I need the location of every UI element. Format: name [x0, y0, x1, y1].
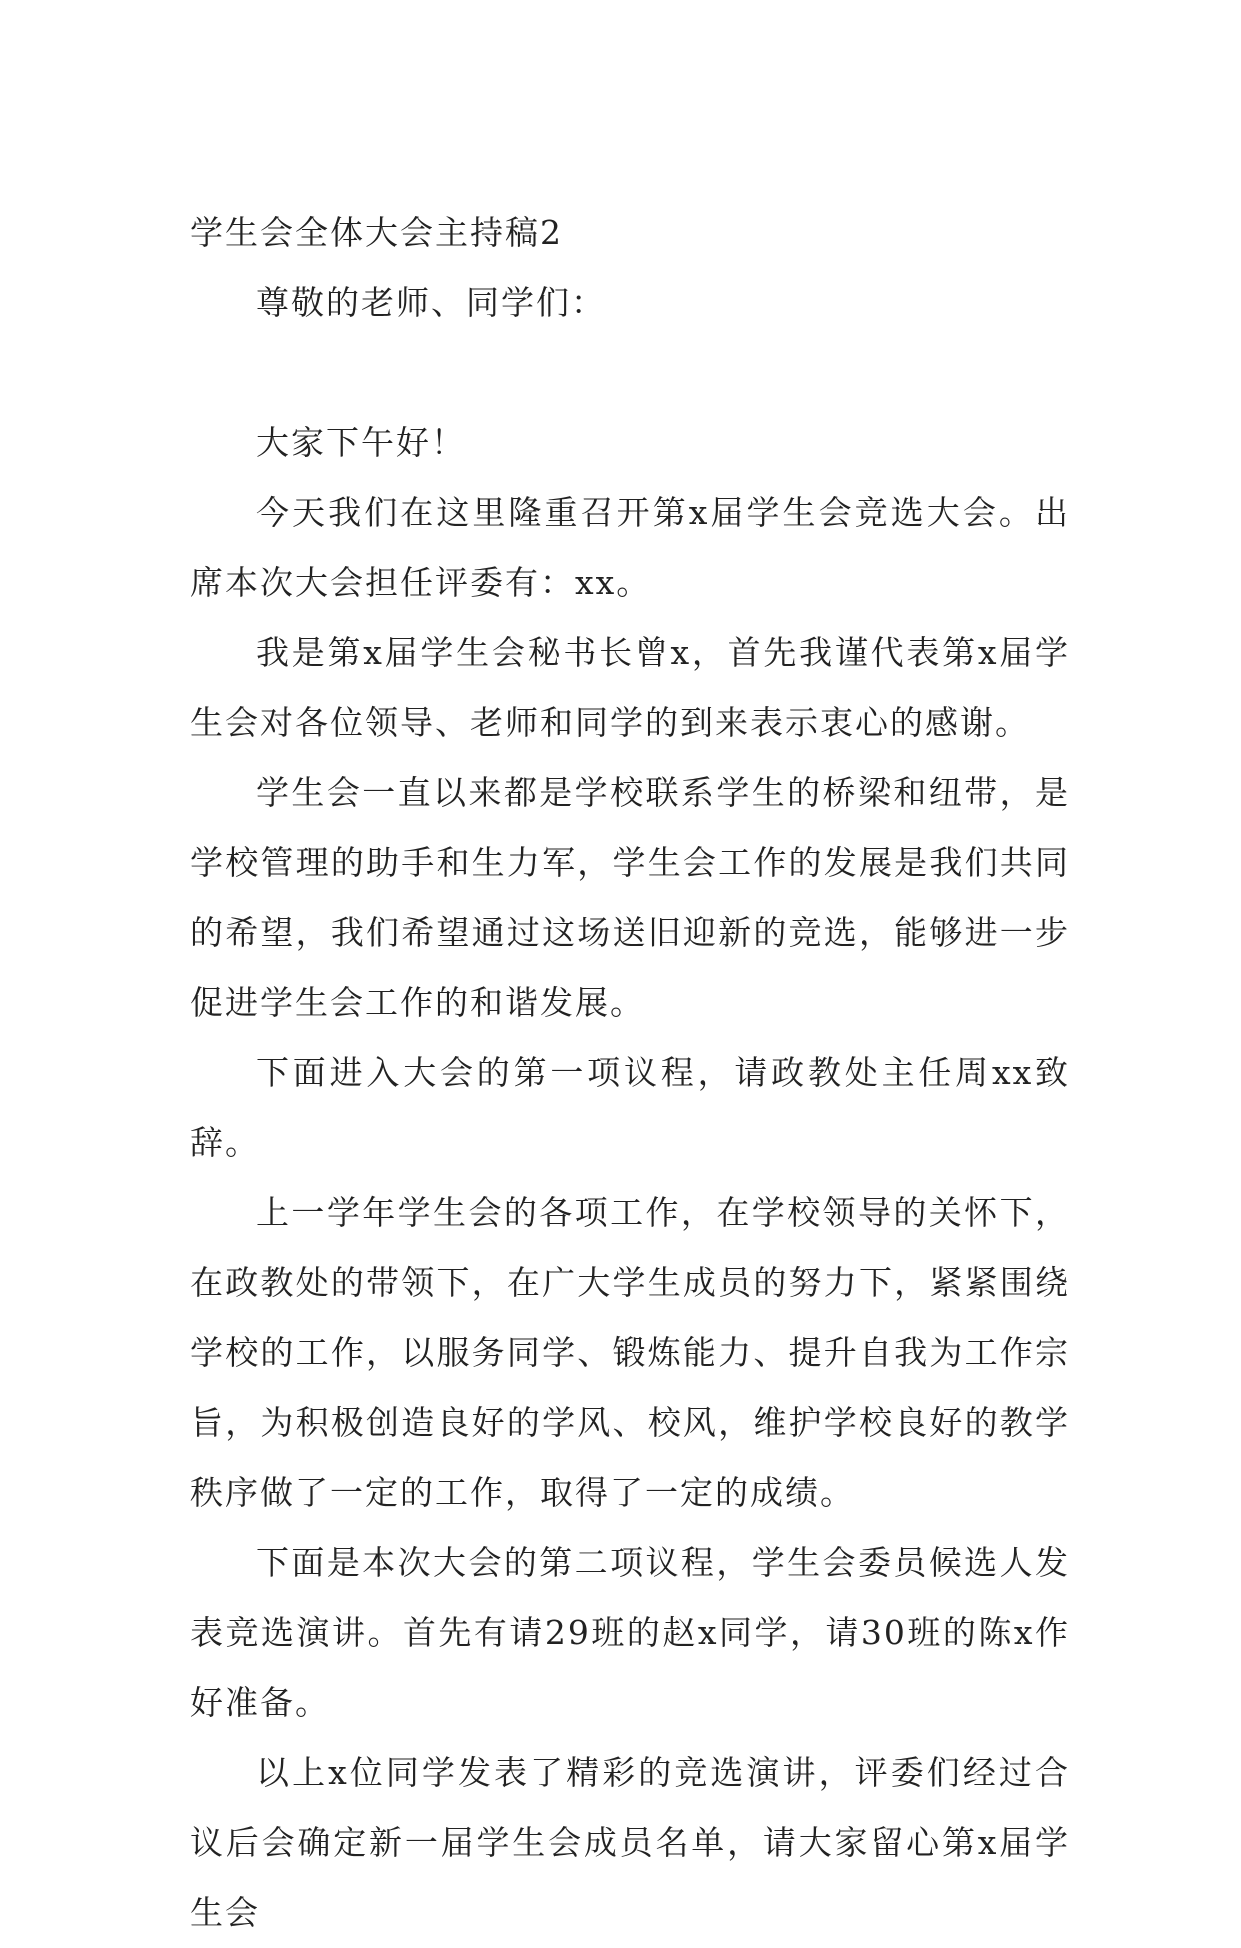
paragraph-agenda-item-2: 下面是本次大会的第二项议程，学生会委员候选人发表竞选演讲。首先有请29班的赵x同学，请30班的陈x作好准备。 — [190, 1543, 1070, 1722]
paragraph-past-year-review: 上一学年学生会的各项工作，在学校领导的关怀下，在政教处的带领下，在广大学生成员的努力下，紧紧围绕学校的工作，以服务同学、锻炼能力、提升自我为工作宗旨，为积极创造良好的学风、校风，维护学校良好的教学秩序做了一定的工作，取得了一定的成绩。 — [190, 1193, 1070, 1512]
paragraph-self-introduction: 我是第x届学生会秘书长曾x，首先我谨代表第x届学生会对各位领导、老师和同学的到来表示衷心的感谢。 — [190, 633, 1070, 742]
document-title: 学生会全体大会主持稿2 — [190, 213, 563, 252]
paragraph-agenda-item-1: 下面进入大会的第一项议程，请政教处主任周xx致辞。 — [190, 1053, 1070, 1162]
paragraph-closing-partial: 以上x位同学发表了精彩的竞选演讲，评委们经过合议后会确定新一届学生会成员名单，请大家留心第x届学生会 — [190, 1753, 1070, 1932]
paragraph-opening: 今天我们在这里隆重召开第x届学生会竞选大会。出席本次大会担任评委有：xx。 — [190, 493, 1070, 602]
paragraph-salutation: 尊敬的老师、同学们： — [256, 283, 606, 322]
paragraph-student-union-role: 学生会一直以来都是学校联系学生的桥梁和纽带，是学校管理的助手和生力军，学生会工作的发展是我们共同的希望，我们希望通过这场送旧迎新的竞选，能够进一步促进学生会工作的和谐发展。 — [190, 773, 1070, 1022]
document-body — [190, 196, 1070, 1948]
paragraph-greeting: 大家下午好！ — [256, 423, 466, 462]
